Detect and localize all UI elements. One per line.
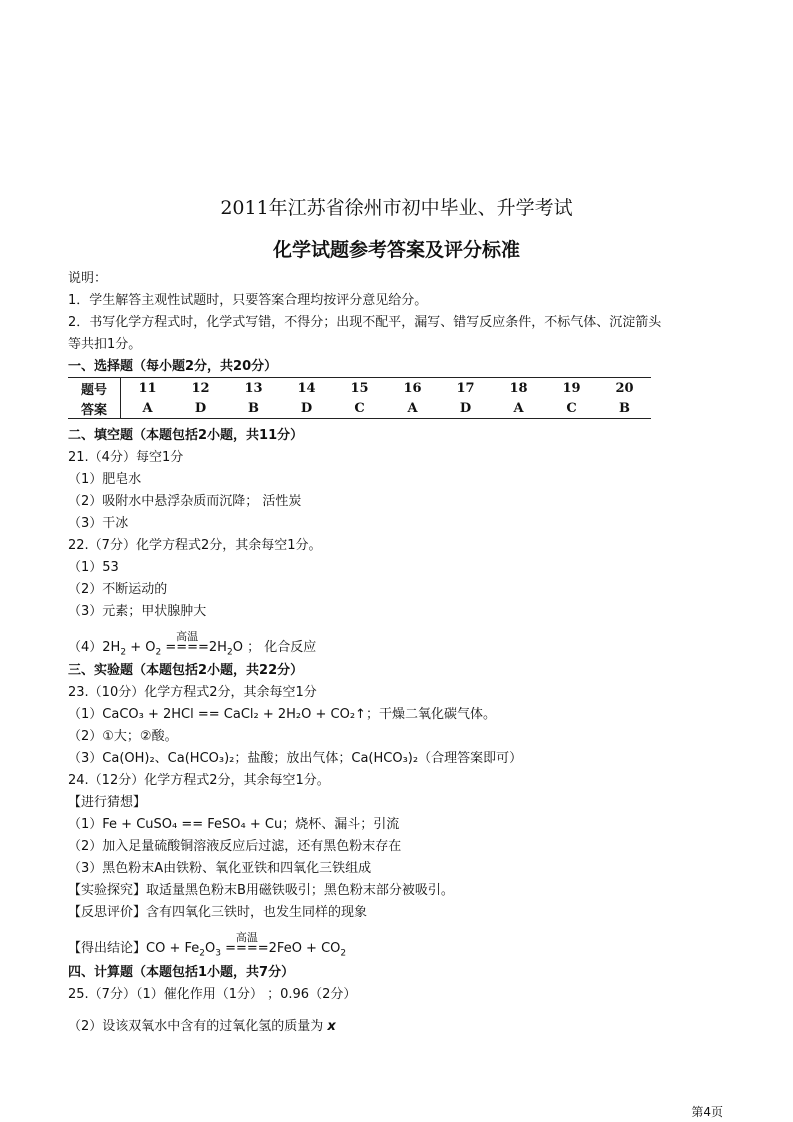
q22-2: （2）不断运动的 (68, 582, 168, 597)
row-label-question: 题号 (68, 378, 121, 399)
a-cell: B (598, 398, 651, 419)
q-cell: 18 (492, 378, 545, 399)
section3-heading: 三、实验题（本题包括2小题，共22分） (68, 663, 304, 678)
a-cell: D (280, 398, 333, 419)
variable-x: x (327, 1019, 336, 1034)
q25-2 (68, 1018, 336, 1036)
q-cell: 15 (333, 378, 386, 399)
condition-label: 高温 (235, 931, 258, 944)
q24-2: （2）加入足量硫酸铜溶液反应后过滤，还有黑色粉末存在 (68, 839, 402, 854)
conclude-prefix: 【得出结论】CO + Fe (68, 941, 200, 956)
section4-heading: 四、计算题（本题包括1小题，共7分） (68, 965, 295, 980)
q-cell: 11 (121, 378, 175, 399)
answer-table (68, 377, 651, 419)
reaction-arrow: 高温 ==== (165, 630, 209, 655)
reaction-arrow: 高温 ==== (225, 931, 269, 956)
q23-2: （2）①大；②酸。 (68, 729, 178, 744)
q22-4: $(4)2H_2 + O_2$ 高温 $====2H_2O$ ； 化合反应 (68, 630, 317, 658)
conclude-line: 【得出结论】CO + $Fe_2O_3$ 高温 $====2FeO + CO_2$ (68, 931, 347, 959)
guess-heading: 【进行猜想】 (68, 795, 147, 810)
q21-3: （3）干冰 (68, 516, 129, 531)
q25: 25.（7分）（1）催化作用（1分） ；0.96（2分） (68, 987, 357, 1002)
q-cell: 14 (280, 378, 333, 399)
q-cell: 20 (598, 378, 651, 399)
q-cell: 13 (227, 378, 280, 399)
a-cell: C (545, 398, 598, 419)
a-cell: A (386, 398, 439, 419)
a-cell: B (227, 398, 280, 419)
q22-4-prefix: （4）2H (68, 640, 121, 655)
q-cell: 16 (386, 378, 439, 399)
a-cell: C (333, 398, 386, 419)
q24-1: （1）Fe + CuSO₄ == FeSO₄ + Cu；烧杯、漏斗；引流 (68, 817, 400, 832)
q24: 24.（12分）化学方程式2分，其余每空1分。 (68, 773, 330, 788)
condition-label: 高温 (176, 630, 199, 643)
q21-2: （2）吸附水中悬浮杂质而沉降； 活性炭 (68, 494, 302, 509)
q-cell: 17 (439, 378, 492, 399)
note-2a: 2．书写化学方程式时，化学式写错，不得分；出现不配平，漏写、错写反应条件，不标气体、沉淀箭头 (68, 315, 662, 330)
page-number: 第4页 (691, 1105, 723, 1119)
explore-line: 【实验探究】取适量黑色粉末B用磁铁吸引；黑色粉末部分被吸引。 (68, 883, 454, 898)
a-cell: A (492, 398, 545, 419)
question-row (68, 378, 651, 399)
conclude-suffix: 2FeO + CO (268, 941, 341, 956)
q23: 23.（10分）化学方程式2分，其余每空1分 (68, 685, 317, 700)
q25-2-text: （2）设该双氧水中含有的过氧化氢的质量为 (68, 1019, 328, 1034)
q22-1: （1）53 (68, 560, 119, 575)
q22-3: （3）元素；甲状腺肿大 (68, 604, 207, 619)
answer-row (68, 398, 651, 419)
q22: 22.（7分）化学方程式2分，其余每空1分。 (68, 538, 322, 553)
a-cell: D (174, 398, 227, 419)
q23-1: （1）CaCO₃ + 2HCl == CaCl₂ + 2H₂O + CO₂↑；干燥二氧化碳气体。 (68, 707, 496, 722)
q-cell: 12 (174, 378, 227, 399)
section2-heading: 二、填空题（本题包括2小题，共11分） (68, 428, 304, 443)
document-title: 2011年江苏省徐州市初中毕业、升学考试 (220, 197, 573, 219)
section1-heading: 一、选择题（每小题2分，共20分） (68, 359, 278, 374)
q22-4-suffix: ； 化合反应 (247, 640, 317, 655)
reflect-line: 【反思评价】含有四氧化三铁时，也发生同样的现象 (68, 905, 368, 920)
q-cell: 19 (545, 378, 598, 399)
document-subtitle: 化学试题参考答案及评分标准 (272, 239, 520, 261)
q23-3: （3）Ca(OH)₂、Ca(HCO₃)₂；盐酸；放出气体；Ca(HCO₃)₂（合理答案即可） (68, 751, 523, 766)
row-label-answer: 答案 (68, 398, 121, 419)
q21-1: （1）肥皂水 (68, 472, 142, 487)
a-cell: A (121, 398, 175, 419)
a-cell: D (439, 398, 492, 419)
note-1: 1．学生解答主观性试题时，只要答案合理均按评分意见给分。 (68, 293, 428, 308)
notes-heading: 说明： (68, 271, 108, 286)
q21: 21.（4分）每空1分 (68, 450, 184, 465)
note-2b: 等共扣1分。 (68, 337, 142, 352)
q24-3: （3）黑色粉末A由铁粉、氧化亚铁和四氧化三铁组成 (68, 861, 372, 876)
